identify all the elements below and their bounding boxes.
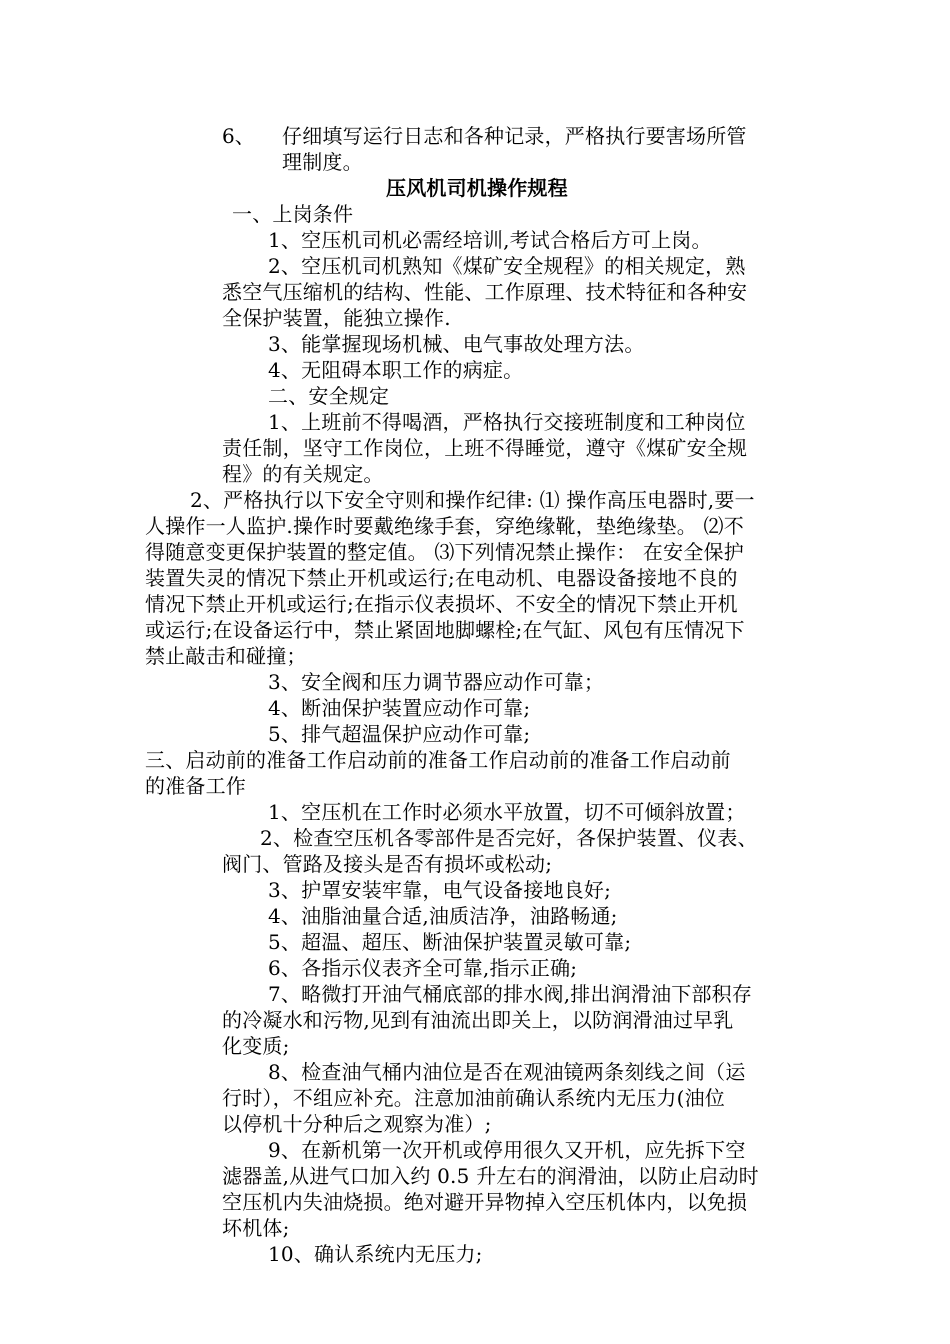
paragraph-line: 得随意变更保护装置的整定值。 ⑶下列情况禁止操作： 在安全保护 — [145, 540, 744, 564]
paragraph-line: 4、油脂油量合适,油质洁净，油路畅通; — [268, 904, 618, 928]
paragraph-line: 2、检查空压机各零部件是否完好，各保护装置、仪表、 — [260, 826, 758, 850]
paragraph-line: 装置失灵的情况下禁止开机或运行;在电动机、电器设备接地不良的 — [145, 566, 738, 590]
paragraph-line: 或运行;在设备运行中，禁止紧固地脚螺栓;在气缸、风包有压情况下 — [145, 618, 745, 642]
paragraph-line: 10、确认系统内无压力; — [268, 1242, 483, 1266]
paragraph-line: 2、空压机司机熟知《煤矿安全规程》的相关规定，熟 — [268, 254, 746, 278]
paragraph-line: 行时），不组应补充。注意加油前确认系统内无压力(油位 — [222, 1086, 726, 1110]
paragraph-line: 4、断油保护装置应动作可靠; — [268, 696, 531, 720]
paragraph-line: 滤器盖,从进气口加入约 0.5 升左右的润滑油，以防止启动时 — [222, 1164, 759, 1188]
paragraph-line: 6、各指示仪表齐全可靠,指示正确; — [268, 956, 578, 980]
page-title: 压风机司机操作规程 — [386, 176, 568, 200]
paragraph-line: 9、在新机第一次开机或停用很久又开机，应先拆下空 — [268, 1138, 746, 1162]
top-item-line: 理制度。 — [282, 150, 363, 174]
paragraph-line: 的冷凝水和污物,见到有油流出即关上，以防润滑油过早乳 — [222, 1008, 734, 1032]
paragraph-line: 化变质; — [222, 1034, 290, 1058]
top-item-number: 6、 — [222, 124, 255, 148]
paragraph-line: 3、能掌握现场机械、电气事故处理方法。 — [268, 332, 645, 356]
paragraph-line: 禁止敲击和碰撞； — [145, 644, 307, 668]
paragraph-line: 8、检查油气桶内油位是否在观油镜两条刻线之间（运 — [268, 1060, 746, 1084]
section-heading: 三、启动前的准备工作启动前的准备工作启动前的准备工作启动前 — [145, 748, 731, 772]
paragraph-line: 程》的有关规定。 — [222, 462, 384, 486]
paragraph-line: 2、严格执行以下安全守则和操作纪律: ⑴ 操作高压电器时,要一 — [190, 488, 755, 512]
paragraph-line: 坏机体; — [222, 1216, 290, 1240]
paragraph-line: 情况下禁止开机或运行;在指示仪表损坏、不安全的情况下禁止开机 — [145, 592, 738, 616]
paragraph-line: 空压机内失油烧损。绝对避开异物掉入空压机体内，以免损 — [222, 1190, 748, 1214]
paragraph-line: 1、空压机司机必需经培训,考试合格后方可上岗。 — [268, 228, 712, 252]
paragraph-line: 3、安全阀和压力调节器应动作可靠； — [268, 670, 605, 694]
section-heading: 的准备工作 — [145, 774, 246, 798]
paragraph-line: 4、无阻碍本职工作的病症。 — [268, 358, 524, 382]
paragraph-line: 阀门、管路及接头是否有损坏或松动; — [222, 852, 553, 876]
paragraph-line: 1、上班前不得喝酒，严格执行交接班制度和工种岗位 — [268, 410, 746, 434]
paragraph-line: 责任制，坚守工作岗位，上班不得睡觉，遵守《煤矿安全规 — [222, 436, 748, 460]
paragraph-line: 以停机十分种后之观察为准）; — [222, 1112, 492, 1136]
paragraph-line: 悉空气压缩机的结构、性能、工作原理、技术特征和各种安 — [222, 280, 748, 304]
paragraph-line: 5、排气超温保护应动作可靠; — [268, 722, 531, 746]
section-heading: 二、安全规定 — [268, 384, 390, 408]
paragraph-line: 7、略微打开油气桶底部的排水阀,排出润滑油下部积存 — [268, 982, 753, 1006]
paragraph-line: 5、超温、超压、断油保护装置灵敏可靠; — [268, 930, 632, 954]
top-item-line: 仔细填写运行日志和各种记录，严格执行要害场所管 — [282, 124, 747, 148]
section-heading: 一、上岗条件 — [232, 202, 354, 226]
paragraph-line: 全保护装置，能独立操作. — [222, 306, 451, 330]
paragraph-line: 人操作一人监护.操作时要戴绝缘手套，穿绝缘靴，垫绝缘垫。 ⑵不 — [145, 514, 744, 538]
paragraph-line: 1、空压机在工作时必须水平放置，切不可倾斜放置； — [268, 800, 746, 824]
paragraph-line: 3、护罩安装牢靠，电气设备接地良好; — [268, 878, 612, 902]
